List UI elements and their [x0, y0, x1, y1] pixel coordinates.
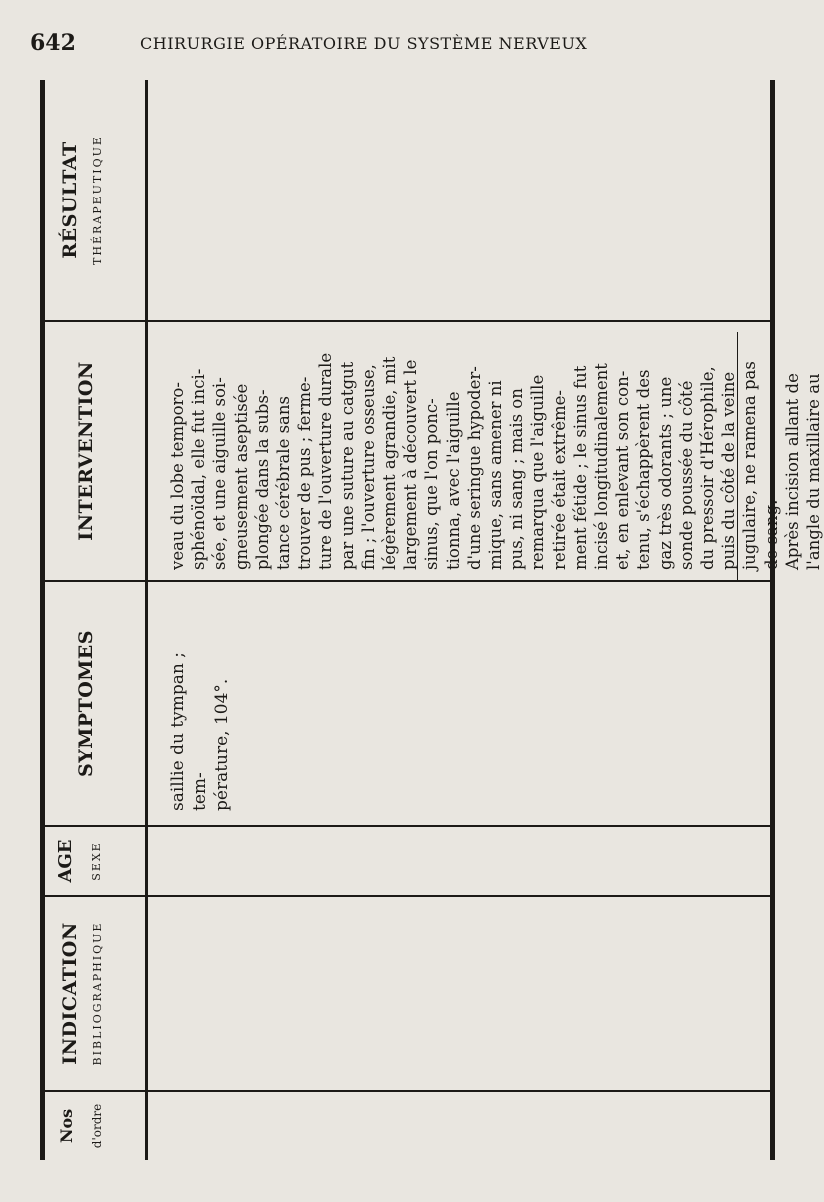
intervention-text	[167, 330, 824, 570]
intervention-line: sée, et une aiguille soi-	[210, 377, 230, 570]
intervention-line: pus, ni sang ; mais on	[507, 388, 527, 570]
header-resultat-subtitle: THÉRAPEUTIQUE	[91, 135, 104, 265]
intervention-line: retirée était extrême-	[549, 390, 569, 570]
intervention-line: gneusement aseptisée	[231, 383, 251, 570]
symptomes-line: saillie du tympan ; tem-	[168, 652, 210, 811]
intervention-line: ture de l'ouverture durale	[316, 352, 336, 570]
rotated-table-container	[40, 80, 824, 1160]
cell-resultat	[145, 80, 770, 320]
header-sexe-subtitle: SEXE	[90, 841, 103, 881]
column-indication	[45, 895, 770, 1090]
intervention-line: ment fétide ; le sinus fut	[570, 365, 590, 570]
header-ordre-label: d'ordre	[90, 1103, 104, 1149]
intervention-line: d'une seringue hypoder-	[464, 366, 484, 570]
header-resultat-title: RÉSULTAT	[59, 141, 81, 259]
cell-intervention	[145, 322, 824, 580]
intervention-line: sinus, que l'on ponc-	[422, 398, 442, 570]
header-symptomes	[45, 582, 148, 825]
intervention-line: fin ; l'ouverture osseuse,	[358, 364, 378, 570]
intervention-line: du pressoir d'Hérophile,	[698, 366, 718, 570]
intervention-line: largement à découvert le	[401, 359, 421, 570]
page-number: 642	[30, 30, 76, 56]
intervention-line: par une suture au catgut	[337, 361, 357, 570]
intervention-line: jugulaire, ne ramena pas	[740, 361, 760, 570]
header-symptomes-title: SYMPTOMES	[75, 629, 97, 778]
intervention-line: légèrement agrandie, mit	[380, 356, 400, 570]
column-age	[45, 825, 770, 895]
cell-age	[145, 827, 770, 895]
header-indication-title: INDICATION	[59, 922, 81, 1065]
column-intervention	[45, 320, 824, 580]
header-indication	[45, 897, 148, 1090]
cell-symptomes	[145, 582, 770, 825]
symptomes-text	[167, 611, 233, 811]
cell-nos-ordre	[145, 1092, 770, 1160]
intervention-line: gaz très odorants ; une	[655, 376, 675, 570]
symptomes-line: pérature, 104°.	[212, 678, 232, 811]
intervention-line: sonde poussée du côté	[676, 380, 696, 570]
column-nos-ordre	[45, 1090, 770, 1160]
header-age	[45, 827, 148, 895]
intervention-line: puis du côté de la veine	[719, 371, 739, 570]
header-intervention-title: INTERVENTION	[75, 361, 97, 541]
column-symptomes	[45, 580, 770, 825]
header-intervention	[45, 322, 148, 580]
intervention-line: mique, sans amener ni	[486, 380, 506, 570]
intervention-line: tionna, avec l'aiguille	[443, 391, 463, 570]
intervention-line: plongée dans la subs-	[252, 389, 272, 570]
intervention-line: tenu, s'échappèrent des	[634, 369, 654, 570]
inner-rule	[737, 332, 738, 580]
intervention-line: trouver de pus ; ferme-	[295, 376, 315, 570]
header-indication-subtitle: BIBLIOGRAPHIQUE	[91, 921, 104, 1066]
header-nos-label: Nos	[57, 1108, 76, 1144]
intervention-line: l'angle du maxillaire au	[804, 373, 824, 570]
intervention-line: incisé longitudinalement	[592, 363, 612, 570]
cell-indication	[145, 897, 770, 1090]
intervention-line: de sang.	[761, 499, 781, 570]
intervention-line: et, en enlevant son con-	[613, 370, 633, 570]
intervention-line: Après incision allant de	[782, 373, 802, 570]
running-head: CHIRURGIE OPÉRATOIRE DU SYSTÈME NERVEUX	[140, 34, 588, 53]
intervention-line: tance cérébrale sans	[274, 396, 294, 570]
header-resultat	[45, 80, 148, 320]
header-age-title: AGE	[55, 839, 76, 883]
intervention-line: sphénoïdal, elle fut inci-	[189, 368, 209, 570]
intervention-line: remarqua que l'aiguille	[528, 374, 548, 570]
column-resultat	[45, 80, 770, 320]
case-table	[40, 80, 824, 1160]
intervention-line: veau du lobe temporo-	[168, 382, 187, 570]
header-nos-ordre	[45, 1092, 148, 1160]
